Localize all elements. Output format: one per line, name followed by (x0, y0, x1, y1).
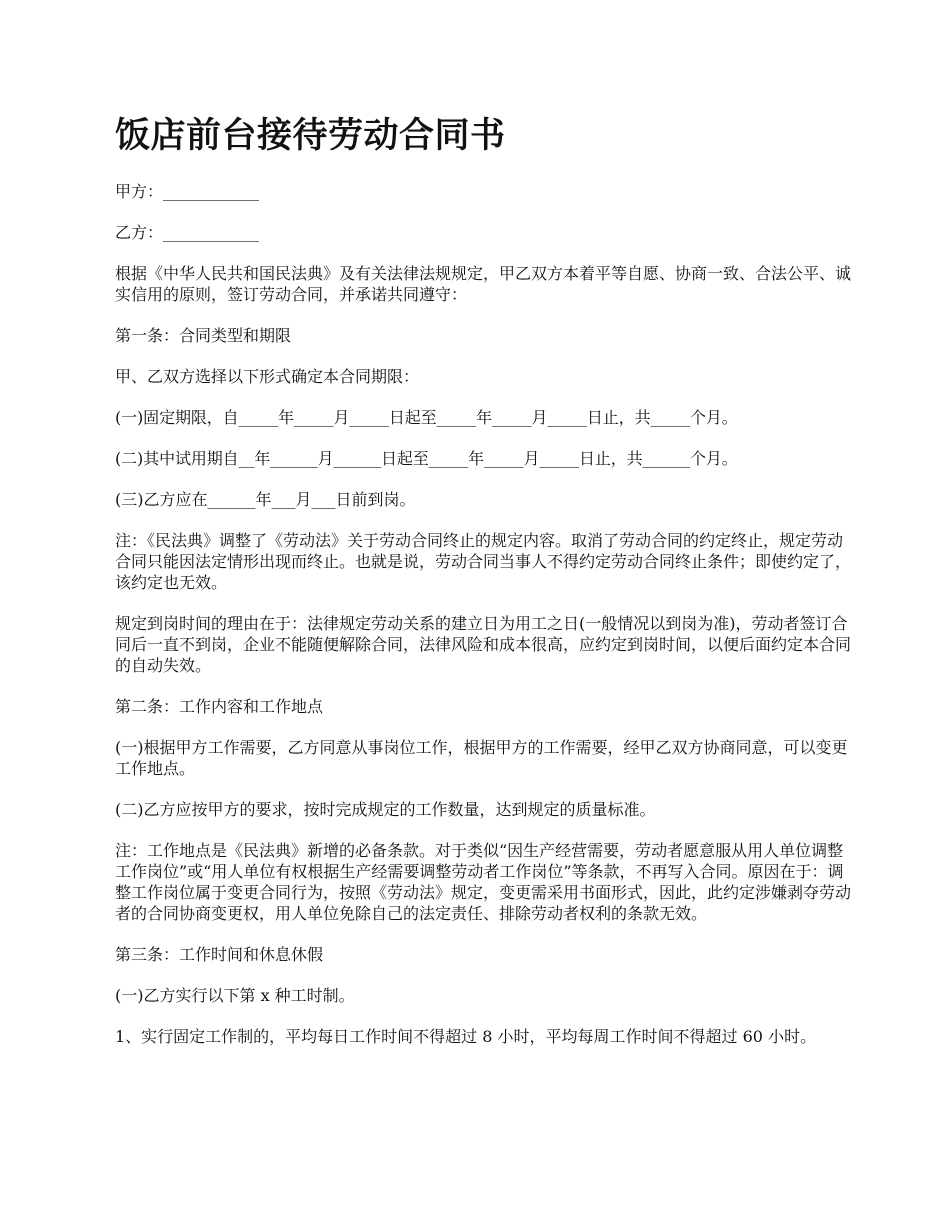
document-page (115, 112, 853, 1067)
document-title: 饭店前台接待劳动合同书 (115, 116, 506, 156)
fixed-term-clause: (一)固定期限，自_____年_____月_____日起至_____年_____月_____日止，共_____个月。 (115, 408, 738, 427)
work-location-clause: (一)根据甲方工作需要，乙方同意从事岗位工作，根据甲方的工作需要，经甲乙双方协商同意，可以变更工作地点。 (115, 738, 848, 778)
fixed-hours-clause: 1、实行固定工作制的，平均每日工作时间不得超过 8 小时，平均每周工作时间不得超过 60 小时。 (115, 1027, 817, 1046)
reason-paragraph: 规定到岗时间的理由在于：法律规定劳动关系的建立日为用工之日(一般情况以到岗为准)，劳动者签订合同后一直不到岗，企业不能随便解除合同，法律风险和成本很高，应约定到岗时间，以便后面约定本合同的自动失效。 (115, 614, 852, 675)
article-3-heading: 第三条：工作时间和休息休假 (115, 945, 324, 964)
article-1-heading: 第一条：合同类型和期限 (115, 326, 292, 345)
probation-clause: (二)其中试用期自__年______月______日起至_____年_____月_____日止，共______个月。 (115, 449, 738, 468)
start-date-clause: (三)乙方应在______年___月___日前到岗。 (115, 490, 416, 509)
article-2-heading: 第二条：工作内容和工作地点 (115, 697, 324, 716)
working-hours-clause: (一)乙方实行以下第 x 种工时制。 (115, 986, 355, 1005)
party-a-line: 甲方：____________ (115, 182, 260, 201)
term-intro-paragraph: 甲、乙双方选择以下形式确定本合同期限： (115, 367, 420, 386)
note-termination-paragraph: 注：《民法典》调整了《劳动法》关于劳动合同终止的规定内容。取消了劳动合同的约定终止，规定劳动合同只能因法定情形出现而终止。也就是说，劳动合同当事人不得约定劳动合同终止条件；即使约定了，该约定也无效。 (115, 531, 852, 592)
preamble-paragraph: 根据《中华人民共和国民法典》及有关法律法规规定，甲乙双方本着平等自愿、协商一致、合法公平、诚实信用的原则，签订劳动合同，并承诺共同遵守： (115, 264, 852, 304)
note-work-location-paragraph: 注：工作地点是《民法典》新增的必备条款。对于类似“因生产经营需要，劳动者愿意服从用人单位调整工作岗位”或“用人单位有权根据生产经需要调整劳动者工作岗位”等条款，不再写入合同。原因在于：调整工作岗位属于变更合同行为，按照《劳动法》规定，变更需采用书面形式，因此，此约定涉嫌剥夺劳动者的合同协商变更权，用人单位免除自己的法定责任、排除劳动者权利的条款无效。 (115, 841, 852, 923)
work-quality-clause: (二)乙方应按甲方的要求，按时完成规定的工作数量，达到规定的质量标准。 (115, 800, 656, 819)
party-b-line: 乙方：____________ (115, 223, 260, 242)
